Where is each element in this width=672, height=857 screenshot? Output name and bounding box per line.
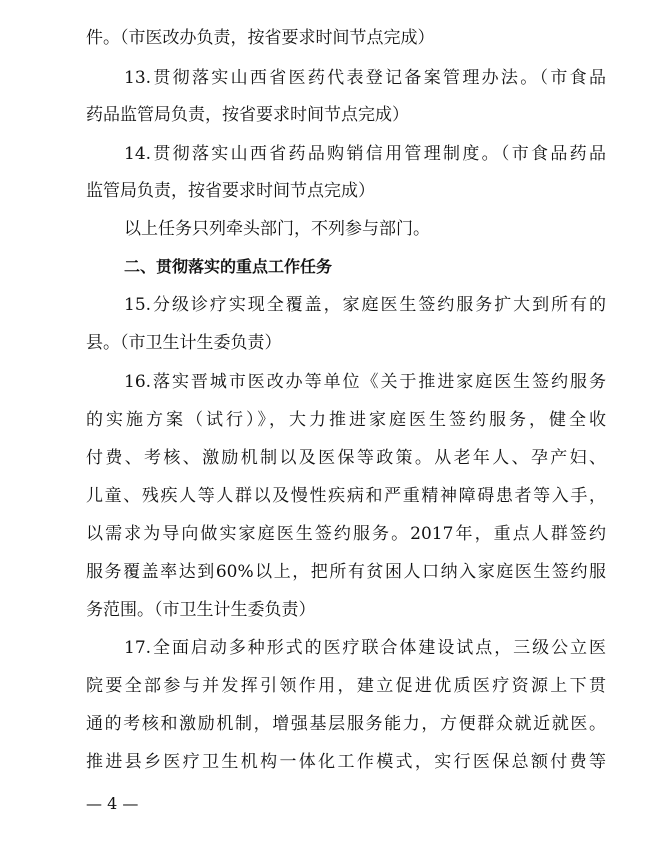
text-line-2: 13.贯彻落实山西省医药代表登记备案管理办法。（市食品 — [124, 68, 606, 88]
text-line-1: 件。（市医改办负责，按省要求时间节点完成） — [86, 28, 435, 48]
section-heading: 二、贯彻落实的重点工作任务 — [124, 257, 333, 276]
text-line-4: 14.贯彻落实山西省药品购销信用管理制度。（市食品药品 — [124, 144, 606, 164]
text-line-5: 监管局负责，按省要求时间节点完成） — [86, 181, 375, 201]
text-line-19: 通的考核和激励机制，增强基层服务能力，方便群众就近就医。 — [86, 714, 606, 734]
text-line-20: 推进县乡医疗卫生机构一体化工作模式，实行医保总额付费等 — [86, 752, 606, 772]
text-line-15: 服务覆盖率达到60%以上，把所有贫困人口纳入家庭医生签约服 — [86, 562, 606, 582]
text-line-18: 院要全部参与并发挥引领作用，建立促进优质医疗资源上下贯 — [86, 676, 606, 696]
text-line-16: 务范围。（市卫生计生委负责） — [86, 600, 316, 620]
text-line-10: 16.落实晋城市医改办等单位《关于推进家庭医生签约服务 — [124, 372, 606, 392]
text-line-12: 付费、考核、激励机制以及医保等政策。从老年人、孕产妇、 — [86, 448, 606, 468]
text-line-6: 以上任务只列牵头部门，不列参与部门。 — [124, 219, 430, 239]
text-line-14: 以需求为导向做实家庭医生签约服务。2017年，重点人群签约 — [86, 524, 606, 544]
text-line-3: 药品监管局负责，按省要求时间节点完成） — [86, 105, 409, 125]
text-line-13: 儿童、残疾人等人群以及慢性疾病和严重精神障碍患者等入手， — [86, 486, 606, 506]
text-line-17: 17.全面启动多种形式的医疗联合体建设试点，三级公立医 — [124, 638, 606, 658]
page-number: — 4 — — [86, 794, 139, 813]
text-line-11: 的实施方案（试行）》，大力推进家庭医生签约服务，健全收 — [86, 410, 606, 430]
text-line-8: 15.分级诊疗实现全覆盖，家庭医生签约服务扩大到所有的 — [124, 295, 606, 315]
text-line-9: 县。（市卫生计生委负责） — [86, 333, 282, 353]
